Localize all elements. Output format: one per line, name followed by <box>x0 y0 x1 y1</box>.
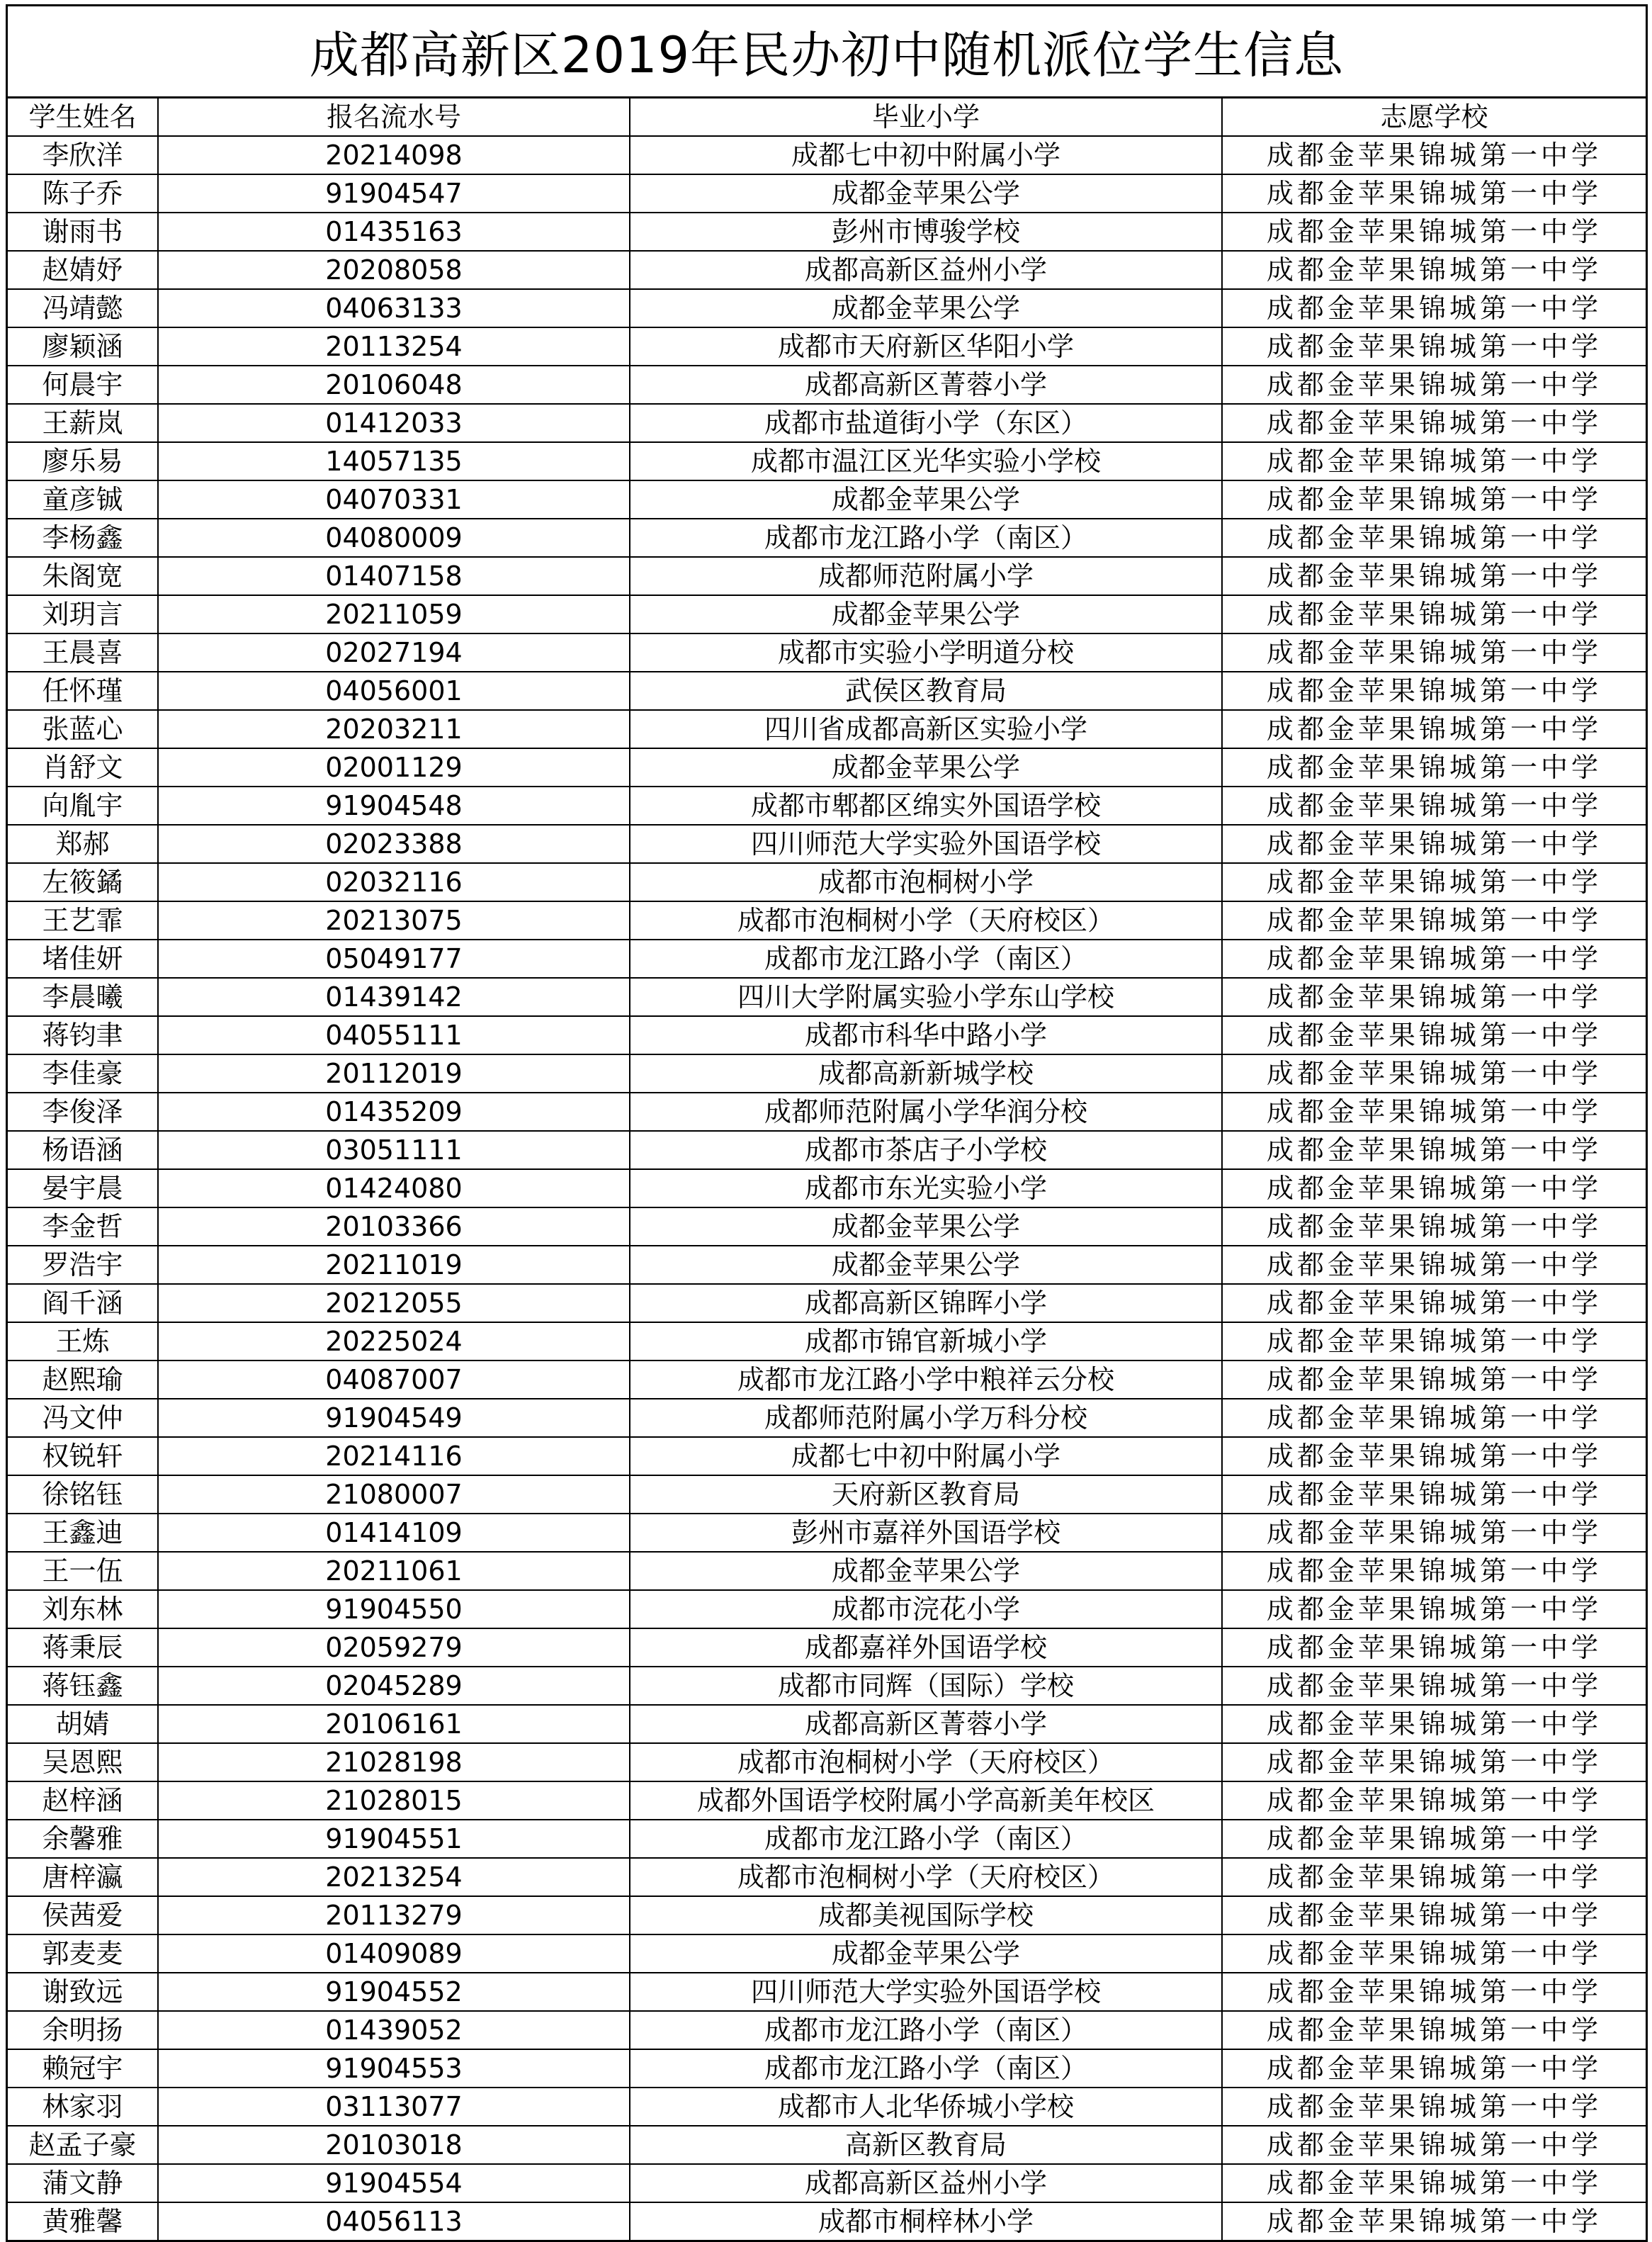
table-row <box>8 327 1646 366</box>
table-row <box>8 442 1646 480</box>
sheet-title: 成都高新区2019年民办初中随机派位学生信息 <box>8 6 1646 98</box>
cell-preferred-school: 成都金苹果锦城第一中学 <box>1222 1322 1646 1361</box>
header-student-name: 学生姓名 <box>8 98 158 136</box>
cell-student-name: 余明扬 <box>8 2011 158 2049</box>
cell-primary-school: 成都市实验小学明道分校 <box>630 633 1222 672</box>
cell-preferred-school: 成都金苹果锦城第一中学 <box>1222 633 1646 672</box>
cell-student-name: 李晨曦 <box>8 978 158 1016</box>
cell-student-name: 廖乐易 <box>8 442 158 480</box>
table-row <box>8 251 1646 289</box>
cell-primary-school: 成都市天府新区华阳小学 <box>630 327 1222 366</box>
cell-student-name: 王一伍 <box>8 1552 158 1590</box>
cell-student-name: 刘玥言 <box>8 595 158 633</box>
cell-student-name: 张蓝心 <box>8 710 158 748</box>
cell-serial-number: 01409089 <box>158 1934 630 1973</box>
cell-primary-school: 成都外国语学校附属小学高新美年校区 <box>630 1781 1222 1820</box>
cell-student-name: 蒋秉辰 <box>8 1628 158 1667</box>
cell-primary-school: 成都市龙江路小学（南区） <box>630 519 1222 557</box>
cell-serial-number: 20106161 <box>158 1705 630 1743</box>
cell-serial-number: 01424080 <box>158 1169 630 1207</box>
cell-serial-number: 01439142 <box>158 978 630 1016</box>
cell-serial-number: 21080007 <box>158 1475 630 1514</box>
cell-student-name: 谢雨书 <box>8 213 158 251</box>
table-row <box>8 1667 1646 1705</box>
cell-serial-number: 20113279 <box>158 1896 630 1934</box>
table-row <box>8 136 1646 174</box>
cell-serial-number: 91904554 <box>158 2164 630 2202</box>
cell-primary-school: 成都高新区菁蓉小学 <box>630 366 1222 404</box>
cell-preferred-school: 成都金苹果锦城第一中学 <box>1222 213 1646 251</box>
cell-preferred-school: 成都金苹果锦城第一中学 <box>1222 672 1646 710</box>
cell-serial-number: 20112019 <box>158 1054 630 1093</box>
cell-preferred-school: 成都金苹果锦城第一中学 <box>1222 1743 1646 1781</box>
cell-primary-school: 成都高新区益州小学 <box>630 251 1222 289</box>
table-row <box>8 787 1646 825</box>
cell-preferred-school: 成都金苹果锦城第一中学 <box>1222 595 1646 633</box>
cell-preferred-school: 成都金苹果锦城第一中学 <box>1222 1361 1646 1399</box>
cell-student-name: 晏宇晨 <box>8 1169 158 1207</box>
cell-primary-school: 四川省成都高新区实验小学 <box>630 710 1222 748</box>
cell-student-name: 李杨鑫 <box>8 519 158 557</box>
cell-student-name: 赵熙瑜 <box>8 1361 158 1399</box>
cell-preferred-school: 成都金苹果锦城第一中学 <box>1222 136 1646 174</box>
table-row <box>8 1743 1646 1781</box>
cell-student-name: 赵梓涵 <box>8 1781 158 1820</box>
cell-serial-number: 20213075 <box>158 901 630 940</box>
table-row <box>8 2011 1646 2049</box>
cell-primary-school: 成都师范附属小学 <box>630 557 1222 595</box>
cell-student-name: 陈子乔 <box>8 174 158 213</box>
cell-preferred-school: 成都金苹果锦城第一中学 <box>1222 251 1646 289</box>
cell-serial-number: 20208058 <box>158 251 630 289</box>
cell-student-name: 任怀瑾 <box>8 672 158 710</box>
cell-student-name: 冯靖懿 <box>8 289 158 327</box>
cell-primary-school: 成都师范附属小学华润分校 <box>630 1093 1222 1131</box>
cell-primary-school: 成都高新区益州小学 <box>630 2164 1222 2202</box>
cell-serial-number: 21028015 <box>158 1781 630 1820</box>
cell-preferred-school: 成都金苹果锦城第一中学 <box>1222 825 1646 863</box>
cell-preferred-school: 成都金苹果锦城第一中学 <box>1222 2088 1646 2126</box>
table-row <box>8 1054 1646 1093</box>
cell-primary-school: 武侯区教育局 <box>630 672 1222 710</box>
cell-serial-number: 20203211 <box>158 710 630 748</box>
cell-preferred-school: 成都金苹果锦城第一中学 <box>1222 1973 1646 2011</box>
cell-preferred-school: 成都金苹果锦城第一中学 <box>1222 1552 1646 1590</box>
cell-preferred-school: 成都金苹果锦城第一中学 <box>1222 1514 1646 1552</box>
cell-student-name: 黄雅馨 <box>8 2202 158 2240</box>
cell-student-name: 李金哲 <box>8 1207 158 1246</box>
cell-student-name: 胡婧 <box>8 1705 158 1743</box>
cell-student-name: 赵孟子豪 <box>8 2126 158 2164</box>
cell-preferred-school: 成都金苹果锦城第一中学 <box>1222 2202 1646 2240</box>
cell-serial-number: 01414109 <box>158 1514 630 1552</box>
cell-preferred-school: 成都金苹果锦城第一中学 <box>1222 1399 1646 1437</box>
cell-student-name: 阎千涵 <box>8 1284 158 1322</box>
cell-primary-school: 成都金苹果公学 <box>630 748 1222 787</box>
cell-serial-number: 91904549 <box>158 1399 630 1437</box>
cell-primary-school: 成都市锦官新城小学 <box>630 1322 1222 1361</box>
cell-preferred-school: 成都金苹果锦城第一中学 <box>1222 2126 1646 2164</box>
header-serial-number: 报名流水号 <box>158 98 630 136</box>
table-row <box>8 2164 1646 2202</box>
cell-student-name: 蒋钧聿 <box>8 1016 158 1054</box>
cell-serial-number: 20113254 <box>158 327 630 366</box>
table-row <box>8 1131 1646 1169</box>
cell-preferred-school: 成都金苹果锦城第一中学 <box>1222 519 1646 557</box>
cell-preferred-school: 成都金苹果锦城第一中学 <box>1222 1667 1646 1705</box>
cell-primary-school: 成都市郫都区绵实外国语学校 <box>630 787 1222 825</box>
cell-serial-number: 91904553 <box>158 2049 630 2088</box>
cell-student-name: 郑郝 <box>8 825 158 863</box>
cell-preferred-school: 成都金苹果锦城第一中学 <box>1222 1169 1646 1207</box>
cell-preferred-school: 成都金苹果锦城第一中学 <box>1222 1016 1646 1054</box>
cell-preferred-school: 成都金苹果锦城第一中学 <box>1222 404 1646 442</box>
table-row <box>8 1207 1646 1246</box>
cell-primary-school: 成都金苹果公学 <box>630 1934 1222 1973</box>
cell-primary-school: 成都市泡桐树小学（天府校区） <box>630 1858 1222 1896</box>
cell-primary-school: 成都市泡桐树小学 <box>630 863 1222 901</box>
cell-preferred-school: 成都金苹果锦城第一中学 <box>1222 748 1646 787</box>
cell-serial-number: 03113077 <box>158 2088 630 2126</box>
table-row <box>8 1628 1646 1667</box>
cell-primary-school: 成都金苹果公学 <box>630 174 1222 213</box>
table-row <box>8 1169 1646 1207</box>
cell-preferred-school: 成都金苹果锦城第一中学 <box>1222 1437 1646 1475</box>
cell-primary-school: 成都市泡桐树小学（天府校区） <box>630 901 1222 940</box>
cell-serial-number: 03051111 <box>158 1131 630 1169</box>
cell-preferred-school: 成都金苹果锦城第一中学 <box>1222 1093 1646 1131</box>
cell-preferred-school: 成都金苹果锦城第一中学 <box>1222 1628 1646 1667</box>
table-row <box>8 2126 1646 2164</box>
cell-preferred-school: 成都金苹果锦城第一中学 <box>1222 901 1646 940</box>
cell-student-name: 肖舒文 <box>8 748 158 787</box>
table-row <box>8 1437 1646 1475</box>
cell-preferred-school: 成都金苹果锦城第一中学 <box>1222 1246 1646 1284</box>
cell-primary-school: 成都市龙江路小学中粮祥云分校 <box>630 1361 1222 1399</box>
cell-primary-school: 成都市龙江路小学（南区） <box>630 2011 1222 2049</box>
cell-serial-number: 05049177 <box>158 940 630 978</box>
table-row <box>8 404 1646 442</box>
table-row <box>8 978 1646 1016</box>
cell-serial-number: 01435163 <box>158 213 630 251</box>
cell-primary-school: 成都金苹果公学 <box>630 595 1222 633</box>
cell-primary-school: 成都市浣花小学 <box>630 1590 1222 1628</box>
table-row <box>8 825 1646 863</box>
table-row <box>8 1973 1646 2011</box>
table-row <box>8 1322 1646 1361</box>
cell-serial-number: 02032116 <box>158 863 630 901</box>
cell-primary-school: 成都高新区锦晖小学 <box>630 1284 1222 1322</box>
table-row <box>8 2202 1646 2240</box>
cell-preferred-school: 成都金苹果锦城第一中学 <box>1222 174 1646 213</box>
cell-student-name: 刘东林 <box>8 1590 158 1628</box>
table-row <box>8 1361 1646 1399</box>
cell-serial-number: 91904551 <box>158 1820 630 1858</box>
cell-preferred-school: 成都金苹果锦城第一中学 <box>1222 1896 1646 1934</box>
cell-preferred-school: 成都金苹果锦城第一中学 <box>1222 940 1646 978</box>
cell-serial-number: 20103366 <box>158 1207 630 1246</box>
cell-student-name: 赵婧妤 <box>8 251 158 289</box>
cell-preferred-school: 成都金苹果锦城第一中学 <box>1222 1131 1646 1169</box>
cell-serial-number: 20213254 <box>158 1858 630 1896</box>
cell-serial-number: 20103018 <box>158 2126 630 2164</box>
cell-student-name: 堵佳妍 <box>8 940 158 978</box>
cell-serial-number: 04056001 <box>158 672 630 710</box>
cell-serial-number: 01412033 <box>158 404 630 442</box>
table-row <box>8 748 1646 787</box>
cell-primary-school: 成都市桐梓林小学 <box>630 2202 1222 2240</box>
cell-student-name: 蒲文静 <box>8 2164 158 2202</box>
student-info-sheet <box>6 4 1648 2242</box>
cell-primary-school: 彭州市博骏学校 <box>630 213 1222 251</box>
table-row <box>8 1934 1646 1973</box>
cell-serial-number: 91904547 <box>158 174 630 213</box>
cell-preferred-school: 成都金苹果锦城第一中学 <box>1222 1207 1646 1246</box>
cell-primary-school: 成都七中初中附属小学 <box>630 136 1222 174</box>
table-row <box>8 1781 1646 1820</box>
cell-student-name: 童彦铖 <box>8 480 158 519</box>
cell-preferred-school: 成都金苹果锦城第一中学 <box>1222 787 1646 825</box>
cell-student-name: 蒋钰鑫 <box>8 1667 158 1705</box>
cell-preferred-school: 成都金苹果锦城第一中学 <box>1222 1820 1646 1858</box>
table-row <box>8 1820 1646 1858</box>
cell-serial-number: 21028198 <box>158 1743 630 1781</box>
cell-serial-number: 20225024 <box>158 1322 630 1361</box>
cell-primary-school: 成都市茶店子小学校 <box>630 1131 1222 1169</box>
cell-preferred-school: 成都金苹果锦城第一中学 <box>1222 863 1646 901</box>
cell-student-name: 侯茜爱 <box>8 1896 158 1934</box>
cell-serial-number: 91904550 <box>158 1590 630 1628</box>
cell-student-name: 王炼 <box>8 1322 158 1361</box>
table-row <box>8 633 1646 672</box>
cell-serial-number: 20214116 <box>158 1437 630 1475</box>
cell-student-name: 唐梓瀛 <box>8 1858 158 1896</box>
cell-serial-number: 20212055 <box>158 1284 630 1322</box>
cell-student-name: 权锐轩 <box>8 1437 158 1475</box>
cell-preferred-school: 成都金苹果锦城第一中学 <box>1222 1858 1646 1896</box>
table-row <box>8 2088 1646 2126</box>
cell-primary-school: 成都金苹果公学 <box>630 480 1222 519</box>
cell-student-name: 杨语涵 <box>8 1131 158 1169</box>
cell-preferred-school: 成都金苹果锦城第一中学 <box>1222 2049 1646 2088</box>
cell-serial-number: 02027194 <box>158 633 630 672</box>
cell-serial-number: 02001129 <box>158 748 630 787</box>
header-preferred-school: 志愿学校 <box>1222 98 1646 136</box>
student-table <box>8 98 1646 2240</box>
cell-primary-school: 高新区教育局 <box>630 2126 1222 2164</box>
cell-student-name: 林家羽 <box>8 2088 158 2126</box>
cell-primary-school: 成都七中初中附属小学 <box>630 1437 1222 1475</box>
table-row <box>8 940 1646 978</box>
cell-student-name: 朱阁宽 <box>8 557 158 595</box>
table-row <box>8 1514 1646 1552</box>
cell-serial-number: 20211019 <box>158 1246 630 1284</box>
cell-student-name: 赖冠宇 <box>8 2049 158 2088</box>
cell-preferred-school: 成都金苹果锦城第一中学 <box>1222 1934 1646 1973</box>
cell-primary-school: 成都市盐道街小学（东区） <box>630 404 1222 442</box>
cell-primary-school: 成都市人北华侨城小学校 <box>630 2088 1222 2126</box>
cell-student-name: 何晨宇 <box>8 366 158 404</box>
cell-student-name: 向胤宇 <box>8 787 158 825</box>
cell-preferred-school: 成都金苹果锦城第一中学 <box>1222 1590 1646 1628</box>
table-row <box>8 672 1646 710</box>
cell-primary-school: 成都金苹果公学 <box>630 1552 1222 1590</box>
cell-serial-number: 04087007 <box>158 1361 630 1399</box>
cell-student-name: 郭麦麦 <box>8 1934 158 1973</box>
cell-primary-school: 成都市温江区光华实验小学校 <box>630 442 1222 480</box>
header-primary-school: 毕业小学 <box>630 98 1222 136</box>
cell-preferred-school: 成都金苹果锦城第一中学 <box>1222 327 1646 366</box>
table-row <box>8 519 1646 557</box>
cell-student-name: 吴恩熙 <box>8 1743 158 1781</box>
cell-serial-number: 04063133 <box>158 289 630 327</box>
cell-student-name: 李佳豪 <box>8 1054 158 1093</box>
cell-student-name: 王鑫迪 <box>8 1514 158 1552</box>
cell-student-name: 李欣洋 <box>8 136 158 174</box>
table-row <box>8 1093 1646 1131</box>
cell-primary-school: 四川大学附属实验小学东山学校 <box>630 978 1222 1016</box>
table-row <box>8 901 1646 940</box>
cell-primary-school: 成都市龙江路小学（南区） <box>630 940 1222 978</box>
cell-student-name: 王薪岚 <box>8 404 158 442</box>
cell-student-name: 王艺霏 <box>8 901 158 940</box>
cell-primary-school: 四川师范大学实验外国语学校 <box>630 1973 1222 2011</box>
cell-preferred-school: 成都金苹果锦城第一中学 <box>1222 1705 1646 1743</box>
table-row <box>8 213 1646 251</box>
table-row <box>8 174 1646 213</box>
table-row <box>8 710 1646 748</box>
cell-serial-number: 04080009 <box>158 519 630 557</box>
cell-serial-number: 01407158 <box>158 557 630 595</box>
table-row <box>8 595 1646 633</box>
header-row <box>8 98 1646 136</box>
table-row <box>8 863 1646 901</box>
table-row <box>8 557 1646 595</box>
cell-serial-number: 20211061 <box>158 1552 630 1590</box>
cell-student-name: 罗浩宇 <box>8 1246 158 1284</box>
cell-serial-number: 02045289 <box>158 1667 630 1705</box>
cell-student-name: 冯文仲 <box>8 1399 158 1437</box>
cell-serial-number: 04056113 <box>158 2202 630 2240</box>
cell-preferred-school: 成都金苹果锦城第一中学 <box>1222 1781 1646 1820</box>
table-row <box>8 1475 1646 1514</box>
cell-preferred-school: 成都金苹果锦城第一中学 <box>1222 2011 1646 2049</box>
cell-serial-number: 04070331 <box>158 480 630 519</box>
cell-serial-number: 14057135 <box>158 442 630 480</box>
cell-primary-school: 四川师范大学实验外国语学校 <box>630 825 1222 863</box>
cell-preferred-school: 成都金苹果锦城第一中学 <box>1222 366 1646 404</box>
cell-preferred-school: 成都金苹果锦城第一中学 <box>1222 2164 1646 2202</box>
cell-preferred-school: 成都金苹果锦城第一中学 <box>1222 557 1646 595</box>
cell-preferred-school: 成都金苹果锦城第一中学 <box>1222 978 1646 1016</box>
table-row <box>8 1016 1646 1054</box>
cell-serial-number: 91904552 <box>158 1973 630 2011</box>
cell-serial-number: 91904548 <box>158 787 630 825</box>
table-row <box>8 1399 1646 1437</box>
cell-serial-number: 04055111 <box>158 1016 630 1054</box>
table-row <box>8 1552 1646 1590</box>
cell-primary-school: 成都金苹果公学 <box>630 1246 1222 1284</box>
cell-preferred-school: 成都金苹果锦城第一中学 <box>1222 1284 1646 1322</box>
table-row <box>8 1896 1646 1934</box>
cell-primary-school: 成都高新新城学校 <box>630 1054 1222 1093</box>
cell-primary-school: 成都市科华中路小学 <box>630 1016 1222 1054</box>
table-row <box>8 1705 1646 1743</box>
cell-student-name: 谢致远 <box>8 1973 158 2011</box>
cell-primary-school: 成都市龙江路小学（南区） <box>630 1820 1222 1858</box>
table-row <box>8 2049 1646 2088</box>
cell-primary-school: 天府新区教育局 <box>630 1475 1222 1514</box>
table-row <box>8 480 1646 519</box>
table-row <box>8 366 1646 404</box>
cell-primary-school: 成都金苹果公学 <box>630 1207 1222 1246</box>
cell-preferred-school: 成都金苹果锦城第一中学 <box>1222 442 1646 480</box>
table-body <box>8 136 1646 2240</box>
cell-serial-number: 01435209 <box>158 1093 630 1131</box>
cell-serial-number: 01439052 <box>158 2011 630 2049</box>
table-row <box>8 1858 1646 1896</box>
cell-preferred-school: 成都金苹果锦城第一中学 <box>1222 710 1646 748</box>
cell-student-name: 李俊泽 <box>8 1093 158 1131</box>
cell-serial-number: 20106048 <box>158 366 630 404</box>
table-row <box>8 1590 1646 1628</box>
table-row <box>8 1284 1646 1322</box>
cell-serial-number: 02059279 <box>158 1628 630 1667</box>
cell-student-name: 左筱鐍 <box>8 863 158 901</box>
cell-primary-school: 成都金苹果公学 <box>630 289 1222 327</box>
cell-student-name: 余馨雅 <box>8 1820 158 1858</box>
cell-primary-school: 成都美视国际学校 <box>630 1896 1222 1934</box>
cell-primary-school: 成都市同辉（国际）学校 <box>630 1667 1222 1705</box>
cell-primary-school: 成都嘉祥外国语学校 <box>630 1628 1222 1667</box>
cell-primary-school: 成都市东光实验小学 <box>630 1169 1222 1207</box>
cell-serial-number: 20211059 <box>158 595 630 633</box>
cell-primary-school: 成都高新区菁蓉小学 <box>630 1705 1222 1743</box>
cell-preferred-school: 成都金苹果锦城第一中学 <box>1222 1054 1646 1093</box>
cell-primary-school: 成都市龙江路小学（南区） <box>630 2049 1222 2088</box>
cell-student-name: 王晨喜 <box>8 633 158 672</box>
cell-preferred-school: 成都金苹果锦城第一中学 <box>1222 1475 1646 1514</box>
table-row <box>8 1246 1646 1284</box>
table-row <box>8 289 1646 327</box>
cell-serial-number: 20214098 <box>158 136 630 174</box>
cell-preferred-school: 成都金苹果锦城第一中学 <box>1222 289 1646 327</box>
cell-primary-school: 成都师范附属小学万科分校 <box>630 1399 1222 1437</box>
cell-student-name: 徐铭钰 <box>8 1475 158 1514</box>
cell-student-name: 廖颖涵 <box>8 327 158 366</box>
cell-primary-school: 彭州市嘉祥外国语学校 <box>630 1514 1222 1552</box>
cell-preferred-school: 成都金苹果锦城第一中学 <box>1222 480 1646 519</box>
cell-serial-number: 02023388 <box>158 825 630 863</box>
cell-primary-school: 成都市泡桐树小学（天府校区） <box>630 1743 1222 1781</box>
